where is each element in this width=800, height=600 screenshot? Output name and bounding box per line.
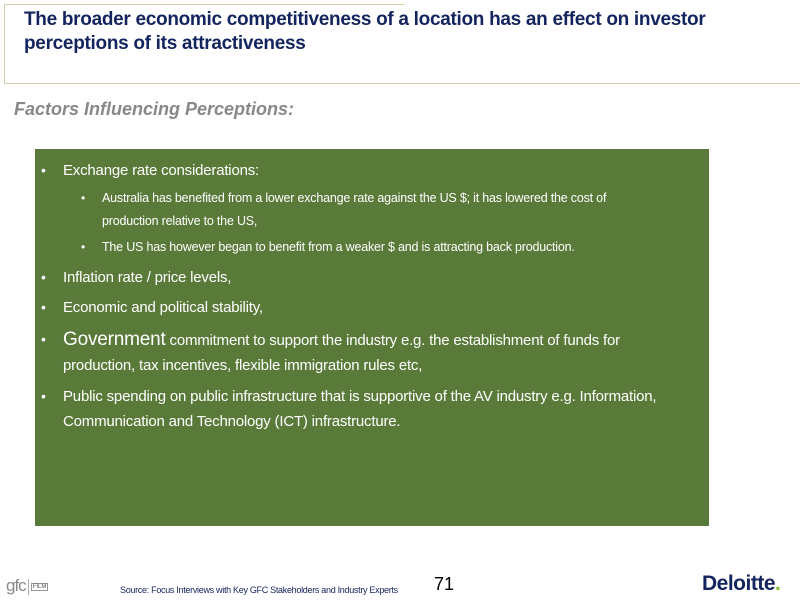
slide-title: The broader economic competitiveness of a location has an effect on investor perceptions of its attractiveness [24, 9, 706, 54]
brand-name: Deloitte [702, 572, 776, 595]
bullet-text: Exchange rate considerations: [63, 162, 259, 179]
bullet-lead-word: Government [63, 329, 166, 350]
bullet-public-spending [41, 384, 681, 434]
gfc-film-logo [6, 576, 48, 596]
bullet-text: Economic and political stability, [63, 299, 263, 316]
film-badge: FILM [32, 583, 47, 590]
bullet-dot-icon: • [41, 331, 46, 347]
gfc-logo-text: gfc [6, 576, 26, 595]
page-number: 71 [434, 574, 455, 594]
bullet-inflation [41, 265, 681, 290]
deloitte-logo [702, 572, 780, 596]
bullet-government [41, 327, 681, 378]
content-panel [35, 149, 709, 526]
bullet-exchange-rate [41, 158, 681, 183]
bullet-dot-icon: • [41, 388, 46, 404]
bullet-text: The US has however began to benefit from a weaker $ and is attracting back production. [102, 240, 575, 254]
bullet-text: Australia has benefited from a lower exchange rate against the US $; it has lowered the cost of production relative to the US, [102, 191, 607, 228]
bullet-dot-icon: • [81, 191, 86, 205]
source-note: Source: Focus Interviews with Key GFC Stakeholders and Industry Experts [120, 585, 398, 595]
sub-bullet-us [81, 236, 661, 259]
title-top-rule [4, 4, 404, 5]
logo-divider [28, 579, 29, 595]
bullet-text: Public spending on public infrastructure that is supportive of the AV industry e.g. Information, Communication and Technology (ICT) infrastructure. [63, 388, 657, 430]
bullet-dot-icon: • [41, 269, 46, 285]
sub-bullet-australia [81, 187, 661, 233]
bullet-text [63, 327, 681, 378]
bullet-body: commitment to support the industry e.g. the establishment of funds for production, tax incentives, flexible immigration rules etc, [63, 332, 620, 374]
bullet-dot-icon: • [41, 299, 46, 315]
bullet-stability [41, 295, 681, 320]
section-heading: Factors Influencing Perceptions: [14, 99, 295, 119]
bullet-dot-icon: • [41, 162, 46, 178]
brand-dot: . [775, 572, 781, 595]
bullet-text: Inflation rate / price levels, [63, 269, 232, 286]
bullet-dot-icon: • [81, 240, 86, 254]
